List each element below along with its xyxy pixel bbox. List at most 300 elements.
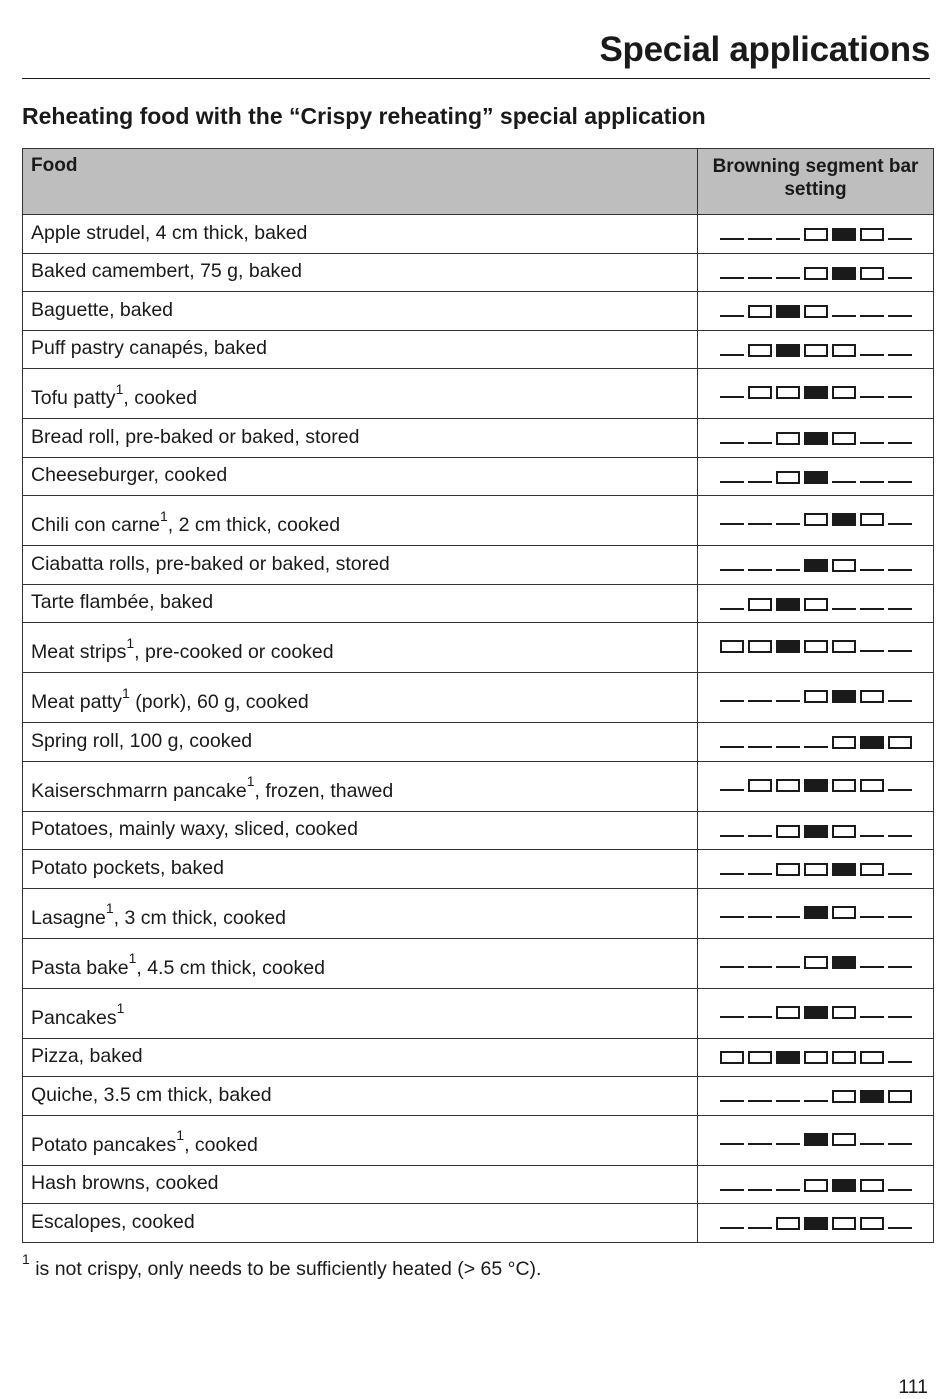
empty-segment-icon (720, 835, 744, 837)
table-row (23, 215, 934, 254)
empty-segment-icon (860, 916, 884, 918)
empty-segment-icon (860, 481, 884, 483)
filled-segment-icon (776, 305, 800, 318)
browning-segment-bar (720, 221, 912, 241)
filled-segment-icon (804, 471, 828, 484)
footnote-ref: 1 (176, 1127, 185, 1143)
empty-segment-icon (748, 481, 772, 483)
empty-segment-icon (748, 916, 772, 918)
empty-segment-icon (748, 238, 772, 240)
open-segment-icon (804, 267, 828, 280)
food-cell (23, 623, 698, 673)
table-row (23, 623, 934, 673)
open-segment-icon (804, 305, 828, 318)
browning-segment-bar (720, 772, 912, 792)
browning-setting-cell (698, 546, 934, 585)
empty-segment-icon (860, 1143, 884, 1145)
browning-setting-cell (698, 761, 934, 811)
empty-segment-icon (720, 966, 744, 968)
footnote-ref: 1 (116, 1000, 125, 1016)
open-segment-icon (776, 1217, 800, 1230)
empty-segment-icon (720, 746, 744, 748)
empty-segment-icon (888, 1143, 912, 1145)
browning-setting-cell (698, 623, 934, 673)
food-name: Chili con carne (31, 514, 160, 536)
empty-segment-icon (888, 966, 912, 968)
empty-segment-icon (748, 1016, 772, 1018)
footnote-text: is not crispy, only needs to be sufficiently heated (> 65 °C). (29, 1258, 542, 1280)
browning-segment-bar (720, 683, 912, 703)
empty-segment-icon (888, 354, 912, 356)
empty-segment-icon (748, 523, 772, 525)
page-header (22, 28, 930, 79)
browning-setting-cell (698, 215, 934, 254)
open-segment-icon (832, 1006, 856, 1019)
food-description: , 4.5 cm thick, cooked (136, 956, 325, 979)
table-row (23, 1165, 934, 1204)
table-row (23, 938, 934, 988)
food-name: Meat strips (31, 641, 127, 663)
column-header-food: Food (23, 149, 698, 215)
open-segment-icon (804, 344, 828, 357)
browning-segment-bar (720, 591, 912, 611)
table-row (23, 369, 934, 419)
empty-segment-icon (888, 238, 912, 240)
food-name: Cheeseburger, cooked (31, 464, 228, 486)
empty-segment-icon (776, 746, 800, 748)
browning-setting-cell (698, 888, 934, 938)
browning-setting-cell (698, 988, 934, 1038)
food-cell (23, 584, 698, 623)
footnote-ref: 1 (115, 380, 124, 397)
food-cell (23, 419, 698, 458)
food-name: Spring roll, 100 g, cooked (31, 729, 253, 752)
empty-segment-icon (860, 966, 884, 968)
browning-setting-cell (698, 1204, 934, 1243)
browning-setting-cell (698, 369, 934, 419)
food-name: Puff pastry canapés, baked (31, 337, 267, 359)
food-name: Ciabatta rolls, pre-baked or baked, stored (31, 552, 390, 575)
table-row (23, 419, 934, 458)
open-segment-icon (804, 598, 828, 611)
filled-segment-icon (832, 956, 856, 969)
table-row (23, 673, 934, 723)
table-row (23, 723, 934, 762)
footnote-marker: 1 (22, 1250, 30, 1267)
browning-segment-bar (720, 379, 912, 399)
food-cell (23, 1204, 698, 1243)
empty-segment-icon (888, 873, 912, 875)
filled-segment-icon (776, 1051, 800, 1064)
open-segment-icon (860, 513, 884, 526)
browning-segment-bar (720, 1126, 912, 1146)
empty-segment-icon (748, 442, 772, 444)
empty-segment-icon (776, 238, 800, 240)
empty-segment-icon (860, 442, 884, 444)
open-segment-icon (804, 956, 828, 969)
food-cell (23, 988, 698, 1038)
empty-segment-icon (720, 873, 744, 875)
footnote-ref: 1 (105, 900, 114, 916)
browning-setting-cell (698, 253, 934, 292)
footnote-ref: 1 (126, 634, 135, 651)
browning-segment-bar (720, 337, 912, 357)
empty-segment-icon (888, 523, 912, 525)
empty-segment-icon (888, 1227, 912, 1229)
empty-segment-icon (888, 608, 912, 610)
empty-segment-icon (776, 569, 800, 571)
browning-setting-cell (698, 1165, 934, 1204)
food-cell (23, 546, 698, 585)
empty-segment-icon (748, 700, 772, 702)
food-cell (23, 888, 698, 938)
empty-segment-icon (888, 569, 912, 571)
empty-segment-icon (776, 277, 800, 279)
filled-segment-icon (804, 1133, 828, 1146)
browning-setting-cell (698, 419, 934, 458)
browning-segment-bar (720, 1210, 912, 1230)
food-description: , frozen, thawed (254, 779, 394, 802)
empty-segment-icon (832, 481, 856, 483)
browning-setting-cell (698, 1038, 934, 1077)
empty-segment-icon (776, 1100, 800, 1102)
empty-segment-icon (776, 1143, 800, 1145)
food-name: Pizza, baked (31, 1045, 143, 1067)
food-name: Potato pockets, baked (31, 856, 224, 879)
open-segment-icon (776, 863, 800, 876)
empty-segment-icon (860, 569, 884, 571)
filled-segment-icon (804, 906, 828, 919)
table-row (23, 1077, 934, 1116)
food-cell (23, 1038, 698, 1077)
browning-segment-bar (720, 425, 912, 445)
open-segment-icon (804, 690, 828, 703)
open-segment-icon (832, 559, 856, 572)
browning-segment-bar (720, 1044, 912, 1064)
food-description: , cooked (123, 387, 198, 409)
open-segment-icon (748, 640, 772, 653)
browning-segment-bar (720, 899, 912, 919)
empty-segment-icon (776, 1189, 800, 1191)
browning-setting-cell (698, 457, 934, 496)
section-title: Reheating food with the “Crispy reheating” special application (22, 103, 706, 129)
footnote-ref: 1 (128, 950, 137, 966)
filled-segment-icon (776, 640, 800, 653)
table-row (23, 330, 934, 369)
table-row (23, 888, 934, 938)
browning-setting-cell (698, 584, 934, 623)
food-cell (23, 253, 698, 292)
table-row (23, 1115, 934, 1165)
empty-segment-icon (720, 396, 744, 398)
food-description: , 3 cm thick, cooked (113, 906, 286, 929)
food-cell (23, 1077, 698, 1116)
food-cell (23, 369, 698, 419)
empty-segment-icon (720, 1016, 744, 1018)
empty-segment-icon (860, 315, 884, 317)
open-segment-icon (748, 598, 772, 611)
table-row (23, 253, 934, 292)
open-segment-icon (860, 1051, 884, 1064)
open-segment-icon (748, 344, 772, 357)
open-segment-icon (860, 863, 884, 876)
empty-segment-icon (860, 354, 884, 356)
browning-setting-cell (698, 723, 934, 762)
browning-setting-cell (698, 1077, 934, 1116)
food-cell (23, 673, 698, 723)
food-name: Potato pancakes (31, 1133, 177, 1156)
food-name: Escalopes, cooked (31, 1210, 195, 1233)
empty-segment-icon (804, 746, 828, 748)
open-segment-icon (832, 432, 856, 445)
open-segment-icon (776, 432, 800, 445)
filled-segment-icon (776, 598, 800, 611)
empty-segment-icon (748, 746, 772, 748)
browning-segment-bar (720, 818, 912, 838)
filled-segment-icon (832, 228, 856, 241)
table-header-row (23, 149, 934, 215)
filled-segment-icon (832, 267, 856, 280)
food-description: (pork), 60 g, cooked (129, 691, 309, 713)
page-number: 111 (898, 1376, 928, 1398)
food-cell (23, 457, 698, 496)
empty-segment-icon (748, 1143, 772, 1145)
open-segment-icon (832, 906, 856, 919)
open-segment-icon (860, 267, 884, 280)
open-segment-icon (832, 736, 856, 749)
empty-segment-icon (832, 608, 856, 610)
empty-segment-icon (748, 873, 772, 875)
filled-segment-icon (832, 1179, 856, 1192)
empty-segment-icon (860, 1016, 884, 1018)
table-row (23, 457, 934, 496)
food-name: Quiche, 3.5 cm thick, baked (31, 1083, 272, 1106)
browning-segment-bar (720, 633, 912, 653)
empty-segment-icon (720, 1227, 744, 1229)
browning-segment-bar (720, 464, 912, 484)
empty-segment-icon (888, 650, 912, 652)
open-segment-icon (804, 1051, 828, 1064)
food-cell (23, 292, 698, 331)
food-cell (23, 723, 698, 762)
empty-segment-icon (860, 650, 884, 652)
browning-setting-cell (698, 938, 934, 988)
food-cell (23, 215, 698, 254)
empty-segment-icon (888, 1016, 912, 1018)
table-row (23, 1038, 934, 1077)
browning-setting-cell (698, 811, 934, 850)
empty-segment-icon (720, 916, 744, 918)
browning-segment-bar (720, 1083, 912, 1103)
food-name: Potatoes, mainly waxy, sliced, cooked (31, 818, 358, 840)
food-description: , pre-cooked or cooked (134, 641, 334, 663)
table-row (23, 292, 934, 331)
browning-segment-bar (720, 552, 912, 572)
browning-segment-bar (720, 999, 912, 1019)
empty-segment-icon (888, 396, 912, 398)
open-segment-icon (860, 1217, 884, 1230)
footnote-ref: 1 (159, 507, 168, 524)
empty-segment-icon (776, 966, 800, 968)
empty-segment-icon (888, 916, 912, 918)
empty-segment-icon (720, 608, 744, 610)
open-segment-icon (804, 863, 828, 876)
empty-segment-icon (720, 523, 744, 525)
empty-segment-icon (860, 608, 884, 610)
food-description: , cooked (184, 1133, 258, 1156)
empty-segment-icon (720, 1189, 744, 1191)
empty-segment-icon (888, 789, 912, 791)
open-segment-icon (832, 779, 856, 792)
food-name: Tarte flambée, baked (31, 591, 214, 613)
open-segment-icon (832, 1217, 856, 1230)
empty-segment-icon (776, 916, 800, 918)
browning-setting-cell (698, 850, 934, 889)
empty-segment-icon (748, 1227, 772, 1229)
empty-segment-icon (888, 700, 912, 702)
empty-segment-icon (720, 789, 744, 791)
open-segment-icon (832, 1090, 856, 1103)
food-name: Lasagne (31, 906, 106, 929)
food-name: Pasta bake (31, 956, 129, 979)
table-body (23, 215, 934, 1243)
filled-segment-icon (804, 1006, 828, 1019)
empty-segment-icon (888, 442, 912, 444)
open-segment-icon (888, 1090, 912, 1103)
open-segment-icon (776, 779, 800, 792)
open-segment-icon (776, 825, 800, 838)
empty-segment-icon (720, 481, 744, 483)
filled-segment-icon (776, 344, 800, 357)
food-name: Apple strudel, 4 cm thick, baked (31, 221, 308, 244)
table-row (23, 584, 934, 623)
table-row (23, 496, 934, 546)
open-segment-icon (748, 1051, 772, 1064)
open-segment-icon (804, 228, 828, 241)
filled-segment-icon (860, 1090, 884, 1103)
empty-segment-icon (860, 396, 884, 398)
filled-segment-icon (860, 736, 884, 749)
food-cell (23, 811, 698, 850)
food-cell (23, 330, 698, 369)
empty-segment-icon (748, 277, 772, 279)
food-name: Baked camembert, 75 g, baked (31, 260, 302, 282)
food-name: Meat patty (31, 691, 123, 713)
open-segment-icon (776, 1006, 800, 1019)
browning-segment-bar (720, 506, 912, 526)
open-segment-icon (832, 344, 856, 357)
open-segment-icon (860, 779, 884, 792)
food-name: Baguette, baked (31, 298, 174, 321)
filled-segment-icon (804, 825, 828, 838)
food-cell (23, 1165, 698, 1204)
food-name: Tofu patty (31, 387, 116, 409)
empty-segment-icon (832, 315, 856, 317)
open-segment-icon (860, 228, 884, 241)
food-cell (23, 1115, 698, 1165)
filled-segment-icon (804, 779, 828, 792)
open-segment-icon (804, 640, 828, 653)
browning-setting-cell (698, 330, 934, 369)
footnote (22, 1250, 542, 1281)
page-title: Special applications (599, 30, 930, 69)
table-row (23, 546, 934, 585)
browning-segment-bar (720, 260, 912, 280)
browning-segment-bar (720, 729, 912, 749)
empty-segment-icon (720, 277, 744, 279)
open-segment-icon (748, 305, 772, 318)
table-row (23, 1204, 934, 1243)
open-segment-icon (832, 386, 856, 399)
browning-setting-cell (698, 496, 934, 546)
browning-segment-bar (720, 298, 912, 318)
open-segment-icon (804, 1179, 828, 1192)
food-name: Bread roll, pre-baked or baked, stored (31, 425, 360, 448)
empty-segment-icon (720, 569, 744, 571)
empty-segment-icon (720, 1143, 744, 1145)
food-cell (23, 850, 698, 889)
empty-segment-icon (776, 523, 800, 525)
empty-segment-icon (748, 1100, 772, 1102)
empty-segment-icon (720, 442, 744, 444)
browning-segment-bar (720, 856, 912, 876)
food-description: , 2 cm thick, cooked (167, 514, 341, 536)
open-segment-icon (860, 690, 884, 703)
reheating-table (22, 148, 934, 1243)
empty-segment-icon (888, 481, 912, 483)
open-segment-icon (748, 779, 772, 792)
browning-setting-cell (698, 1115, 934, 1165)
footnote-ref: 1 (122, 684, 130, 701)
empty-segment-icon (748, 1189, 772, 1191)
food-cell (23, 496, 698, 546)
open-segment-icon (720, 640, 744, 653)
table-row (23, 761, 934, 811)
empty-segment-icon (804, 1100, 828, 1102)
empty-segment-icon (720, 238, 744, 240)
filled-segment-icon (804, 559, 828, 572)
food-cell (23, 761, 698, 811)
open-segment-icon (860, 1179, 884, 1192)
empty-segment-icon (748, 835, 772, 837)
empty-segment-icon (720, 315, 744, 317)
footnote-ref: 1 (246, 773, 255, 789)
empty-segment-icon (720, 354, 744, 356)
table-row (23, 811, 934, 850)
empty-segment-icon (888, 835, 912, 837)
empty-segment-icon (748, 966, 772, 968)
empty-segment-icon (720, 1100, 744, 1102)
open-segment-icon (776, 471, 800, 484)
empty-segment-icon (748, 569, 772, 571)
empty-segment-icon (776, 700, 800, 702)
open-segment-icon (888, 736, 912, 749)
empty-segment-icon (860, 835, 884, 837)
table-row (23, 988, 934, 1038)
open-segment-icon (720, 1051, 744, 1064)
browning-setting-cell (698, 673, 934, 723)
food-cell (23, 938, 698, 988)
open-segment-icon (776, 386, 800, 399)
empty-segment-icon (888, 1061, 912, 1063)
empty-segment-icon (888, 315, 912, 317)
empty-segment-icon (720, 700, 744, 702)
column-header-browning: Browning segment bar setting (698, 149, 934, 215)
filled-segment-icon (832, 690, 856, 703)
open-segment-icon (832, 640, 856, 653)
filled-segment-icon (832, 513, 856, 526)
open-segment-icon (832, 825, 856, 838)
